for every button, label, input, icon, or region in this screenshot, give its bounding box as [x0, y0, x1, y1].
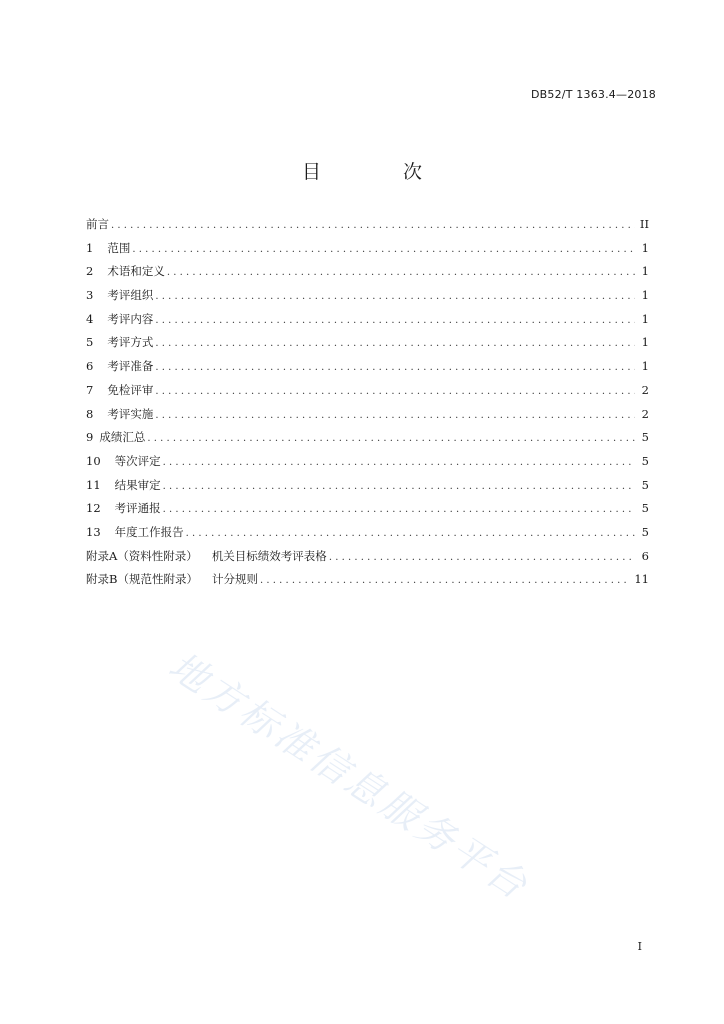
- toc-entry[interactable]: [86, 358, 649, 382]
- toc-entry-title: 考评内容: [107, 311, 154, 326]
- toc-entry-page: 1: [641, 335, 649, 350]
- toc-entry-page: 1: [641, 264, 649, 279]
- toc-entry-title: 考评通报: [114, 501, 161, 516]
- toc-entry-number: 2: [86, 264, 94, 279]
- toc-entry-number: 7: [86, 382, 94, 397]
- toc-entry-label: [86, 500, 161, 516]
- toc-entry-title: 考评方式: [107, 335, 154, 350]
- toc-entry-label: [86, 571, 258, 587]
- toc-entry-label: [86, 548, 327, 564]
- toc-entry-number: 13: [86, 524, 101, 539]
- toc-entry-number: 3: [86, 288, 94, 303]
- toc-entry[interactable]: [86, 240, 649, 264]
- toc-leader-dots: [132, 244, 635, 255]
- toc-entry-page: 1: [641, 311, 649, 326]
- toc-entry[interactable]: [86, 382, 649, 406]
- toc-leader-dots: [111, 220, 635, 231]
- toc-entry[interactable]: [86, 287, 649, 311]
- toc-leader-dots: [155, 362, 635, 373]
- toc-entry-number: 附录A（资料性附录）: [86, 548, 198, 563]
- toc-leader-dots: [163, 481, 635, 492]
- toc-entry-page: 5: [641, 501, 649, 516]
- toc-entry-page: 5: [641, 477, 649, 492]
- toc-entry-label: [86, 406, 153, 422]
- toc-entry-title: 范围: [107, 240, 131, 255]
- toc-entry-page: 1: [641, 359, 649, 374]
- toc-entry-number: 12: [86, 501, 101, 516]
- toc-leader-dots: [186, 528, 635, 539]
- toc-entry[interactable]: [86, 216, 649, 240]
- toc-entry-page: 5: [641, 524, 649, 539]
- toc-entry-number: 10: [86, 453, 101, 468]
- toc-entry[interactable]: [86, 406, 649, 430]
- toc-entry-page: 6: [641, 548, 649, 563]
- toc-entry-number: 4: [86, 311, 94, 326]
- toc-entry[interactable]: [86, 311, 649, 335]
- toc-leader-dots: [163, 457, 635, 468]
- table-of-contents: [86, 216, 649, 595]
- toc-entry-title: 成绩汇总: [99, 430, 146, 445]
- toc-entry-page: II: [639, 217, 649, 231]
- toc-entry[interactable]: [86, 477, 649, 501]
- toc-leader-dots: [167, 267, 635, 278]
- toc-leader-dots: [329, 552, 635, 563]
- toc-leader-dots: [163, 504, 635, 515]
- toc-entry-label: [86, 382, 153, 398]
- toc-leader-dots: [155, 291, 635, 302]
- toc-entry-label: [86, 311, 153, 327]
- page-number: I: [637, 940, 642, 953]
- toc-entry-title: 计分规则: [211, 572, 258, 587]
- toc-entry-page: 1: [641, 240, 649, 255]
- toc-entry-label: [86, 477, 161, 493]
- toc-entry-title: 免检评审: [107, 382, 154, 397]
- watermark: 地方标准信息服务平台: [161, 643, 538, 910]
- toc-entry-page: 11: [634, 572, 649, 587]
- toc-entry-page: 2: [641, 406, 649, 421]
- toc-entry-label: [86, 216, 109, 232]
- toc-entry-title: 考评实施: [107, 406, 154, 421]
- toc-entry-page: 5: [641, 430, 649, 445]
- toc-leader-dots: [155, 315, 635, 326]
- toc-entry-label: [86, 240, 130, 256]
- toc-entry-number: 8: [86, 406, 94, 421]
- toc-entry-label: [86, 453, 161, 469]
- toc-entry-number: 6: [86, 359, 94, 374]
- toc-entry[interactable]: [86, 429, 649, 453]
- toc-entry[interactable]: [86, 334, 649, 358]
- toc-entry-number: 1: [86, 240, 94, 255]
- toc-entry[interactable]: [86, 571, 649, 595]
- toc-leader-dots: [260, 575, 630, 586]
- toc-entry-title: 术语和定义: [107, 264, 165, 279]
- toc-entry-number: 9: [86, 430, 94, 445]
- toc-entry[interactable]: [86, 453, 649, 477]
- toc-entry-title: 前言: [86, 217, 109, 231]
- toc-entry-label: [86, 524, 184, 540]
- toc-entry-label: [86, 358, 153, 374]
- toc-entry-title: 结果审定: [114, 477, 161, 492]
- toc-entry-label: [86, 429, 145, 445]
- toc-entry-label: [86, 263, 165, 279]
- toc-entry-label: [86, 334, 153, 350]
- toc-entry[interactable]: [86, 500, 649, 524]
- toc-entry-title: 机关目标绩效考评表格: [211, 548, 327, 563]
- toc-entry-number: 附录B（规范性附录）: [86, 572, 198, 587]
- toc-title: 目 次: [301, 161, 461, 183]
- toc-leader-dots: [155, 410, 635, 421]
- toc-entry-page: 5: [641, 453, 649, 468]
- toc-entry-title: 考评组织: [107, 288, 154, 303]
- toc-leader-dots: [155, 386, 635, 397]
- toc-leader-dots: [147, 433, 635, 444]
- toc-entry-title: 等次评定: [114, 453, 161, 468]
- toc-entry[interactable]: [86, 524, 649, 548]
- toc-entry-page: 2: [641, 382, 649, 397]
- toc-entry-label: [86, 287, 153, 303]
- toc-entry-title: 考评准备: [107, 359, 154, 374]
- toc-leader-dots: [155, 338, 635, 349]
- toc-entry-title: 年度工作报告: [114, 524, 184, 539]
- document-code: DB52/T 1363.4—2018: [530, 88, 656, 101]
- toc-entry-number: 11: [86, 477, 101, 492]
- toc-entry[interactable]: [86, 548, 649, 572]
- toc-entry[interactable]: [86, 263, 649, 287]
- toc-entry-number: 5: [86, 335, 94, 350]
- toc-entry-page: 1: [641, 288, 649, 303]
